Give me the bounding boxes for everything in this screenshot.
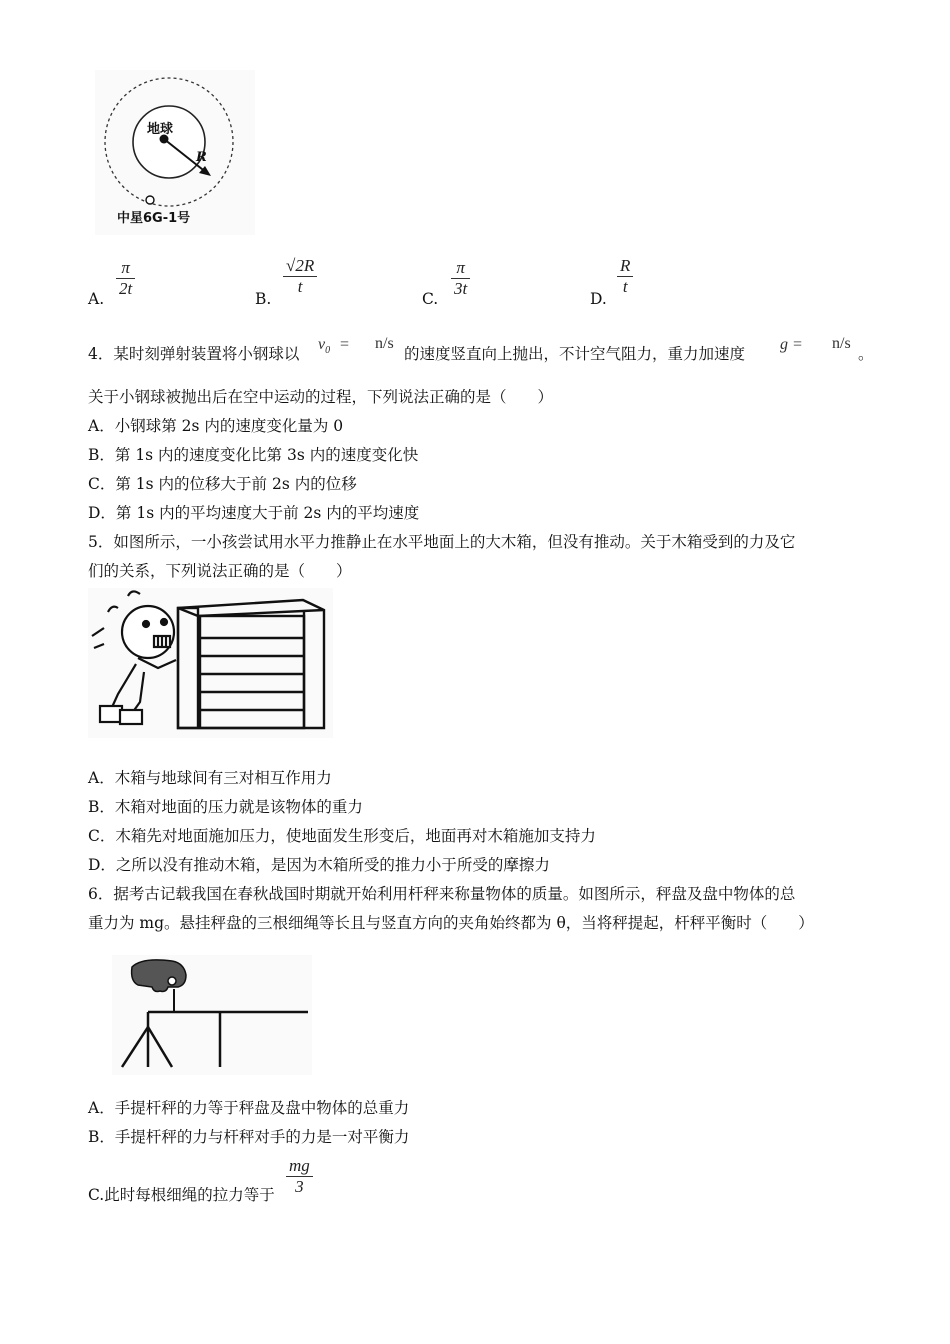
earth-label: 地球 xyxy=(147,122,174,137)
q6-option-c-fraction: $\frac{mg}{3}$ xyxy=(286,1156,313,1197)
q5-stem-line2: 们的关系，下列说法正确的是（ ） xyxy=(88,562,352,580)
q4-eq1: = xyxy=(340,336,350,353)
q4-unit2: n/s xyxy=(832,335,851,352)
q3-option-d-fraction: $\frac{R}{t}$ xyxy=(617,256,633,297)
q4-stem-part1: 4．某时刻弹射装置将小钢球以 xyxy=(88,345,300,363)
radius-label: R xyxy=(196,150,207,165)
q3-option-c-fraction: $\frac{\pi}{3t}$ xyxy=(451,258,470,299)
q4-option-a: A．小钢球第 2s 内的速度变化量为 0 xyxy=(88,417,344,435)
q6-option-a: A．手提杆秤的力等于秤盘及盘中物体的总重力 xyxy=(88,1099,410,1117)
q5-stem-line1: 5．如图所示，一小孩尝试用水平力推静止在水平地面上的大木箱，但没有推动。关于木箱受到的力及它 xyxy=(88,533,796,551)
q3-option-b-label: B. xyxy=(255,290,272,308)
q6-option-b: B．手提杆秤的力与杆秤对手的力是一对平衡力 xyxy=(88,1128,410,1146)
q4-stem-end: 。 xyxy=(858,345,874,363)
child-pushing-box-figure xyxy=(88,588,333,738)
q3-option-c-label: C. xyxy=(422,290,439,308)
q4-option-b: B．第 1s 内的速度变化比第 3s 内的速度变化快 xyxy=(88,446,419,464)
q3-option-a-label: A. xyxy=(88,290,105,308)
q3-option-d-label: D. xyxy=(590,290,607,308)
q3-option-a-fraction: $\frac{\pi}{2t}$ xyxy=(116,258,135,299)
q5-option-c: C．木箱先对地面施加压力，使地面发生形变后，地面再对木箱施加支持力 xyxy=(88,827,596,845)
q4-stem-part2: 的速度竖直向上抛出，不计空气阻力，重力加速度 xyxy=(404,345,746,363)
q4-v0-symbol: $v_0$ xyxy=(318,336,331,357)
q6-option-c-text: C.此时每根细绳的拉力等于 xyxy=(88,1186,275,1204)
q5-option-d: D．之所以没有推动木箱，是因为木箱所受的推力小于所受的摩擦力 xyxy=(88,856,550,874)
q4-unit1: n/s xyxy=(375,335,394,352)
q4-option-c: C．第 1s 内的位移大于前 2s 内的位移 xyxy=(88,475,357,493)
q6-stem-line2: 重力为 mg。悬挂秤盘的三根细绳等长且与竖直方向的夹角始终都为 θ，当将秤提起，杆秤平衡时（ ） xyxy=(88,914,814,932)
q4-option-d: D．第 1s 内的平均速度大于前 2s 内的平均速度 xyxy=(88,504,420,522)
satellite-label: 中星6G-1号 xyxy=(117,211,191,226)
steelyard-figure xyxy=(112,955,312,1075)
q4-g-eq: g = xyxy=(780,336,803,353)
satellite-dot xyxy=(146,196,154,204)
q5-option-b: B．木箱对地面的压力就是该物体的重力 xyxy=(88,798,363,816)
q3-option-b-fraction: $\frac{√2R}{t}$ xyxy=(283,256,317,297)
q6-stem-line1: 6．据考古记载我国在春秋战国时期就开始利用杆秤来称量物体的质量。如图所示，秤盘及盘中物体的总 xyxy=(88,885,796,903)
q4-stem-line2: 关于小钢球被抛出后在空中运动的过程，下列说法正确的是（ ） xyxy=(88,388,554,406)
q5-option-a: A．木箱与地球间有三对相互作用力 xyxy=(88,769,332,787)
